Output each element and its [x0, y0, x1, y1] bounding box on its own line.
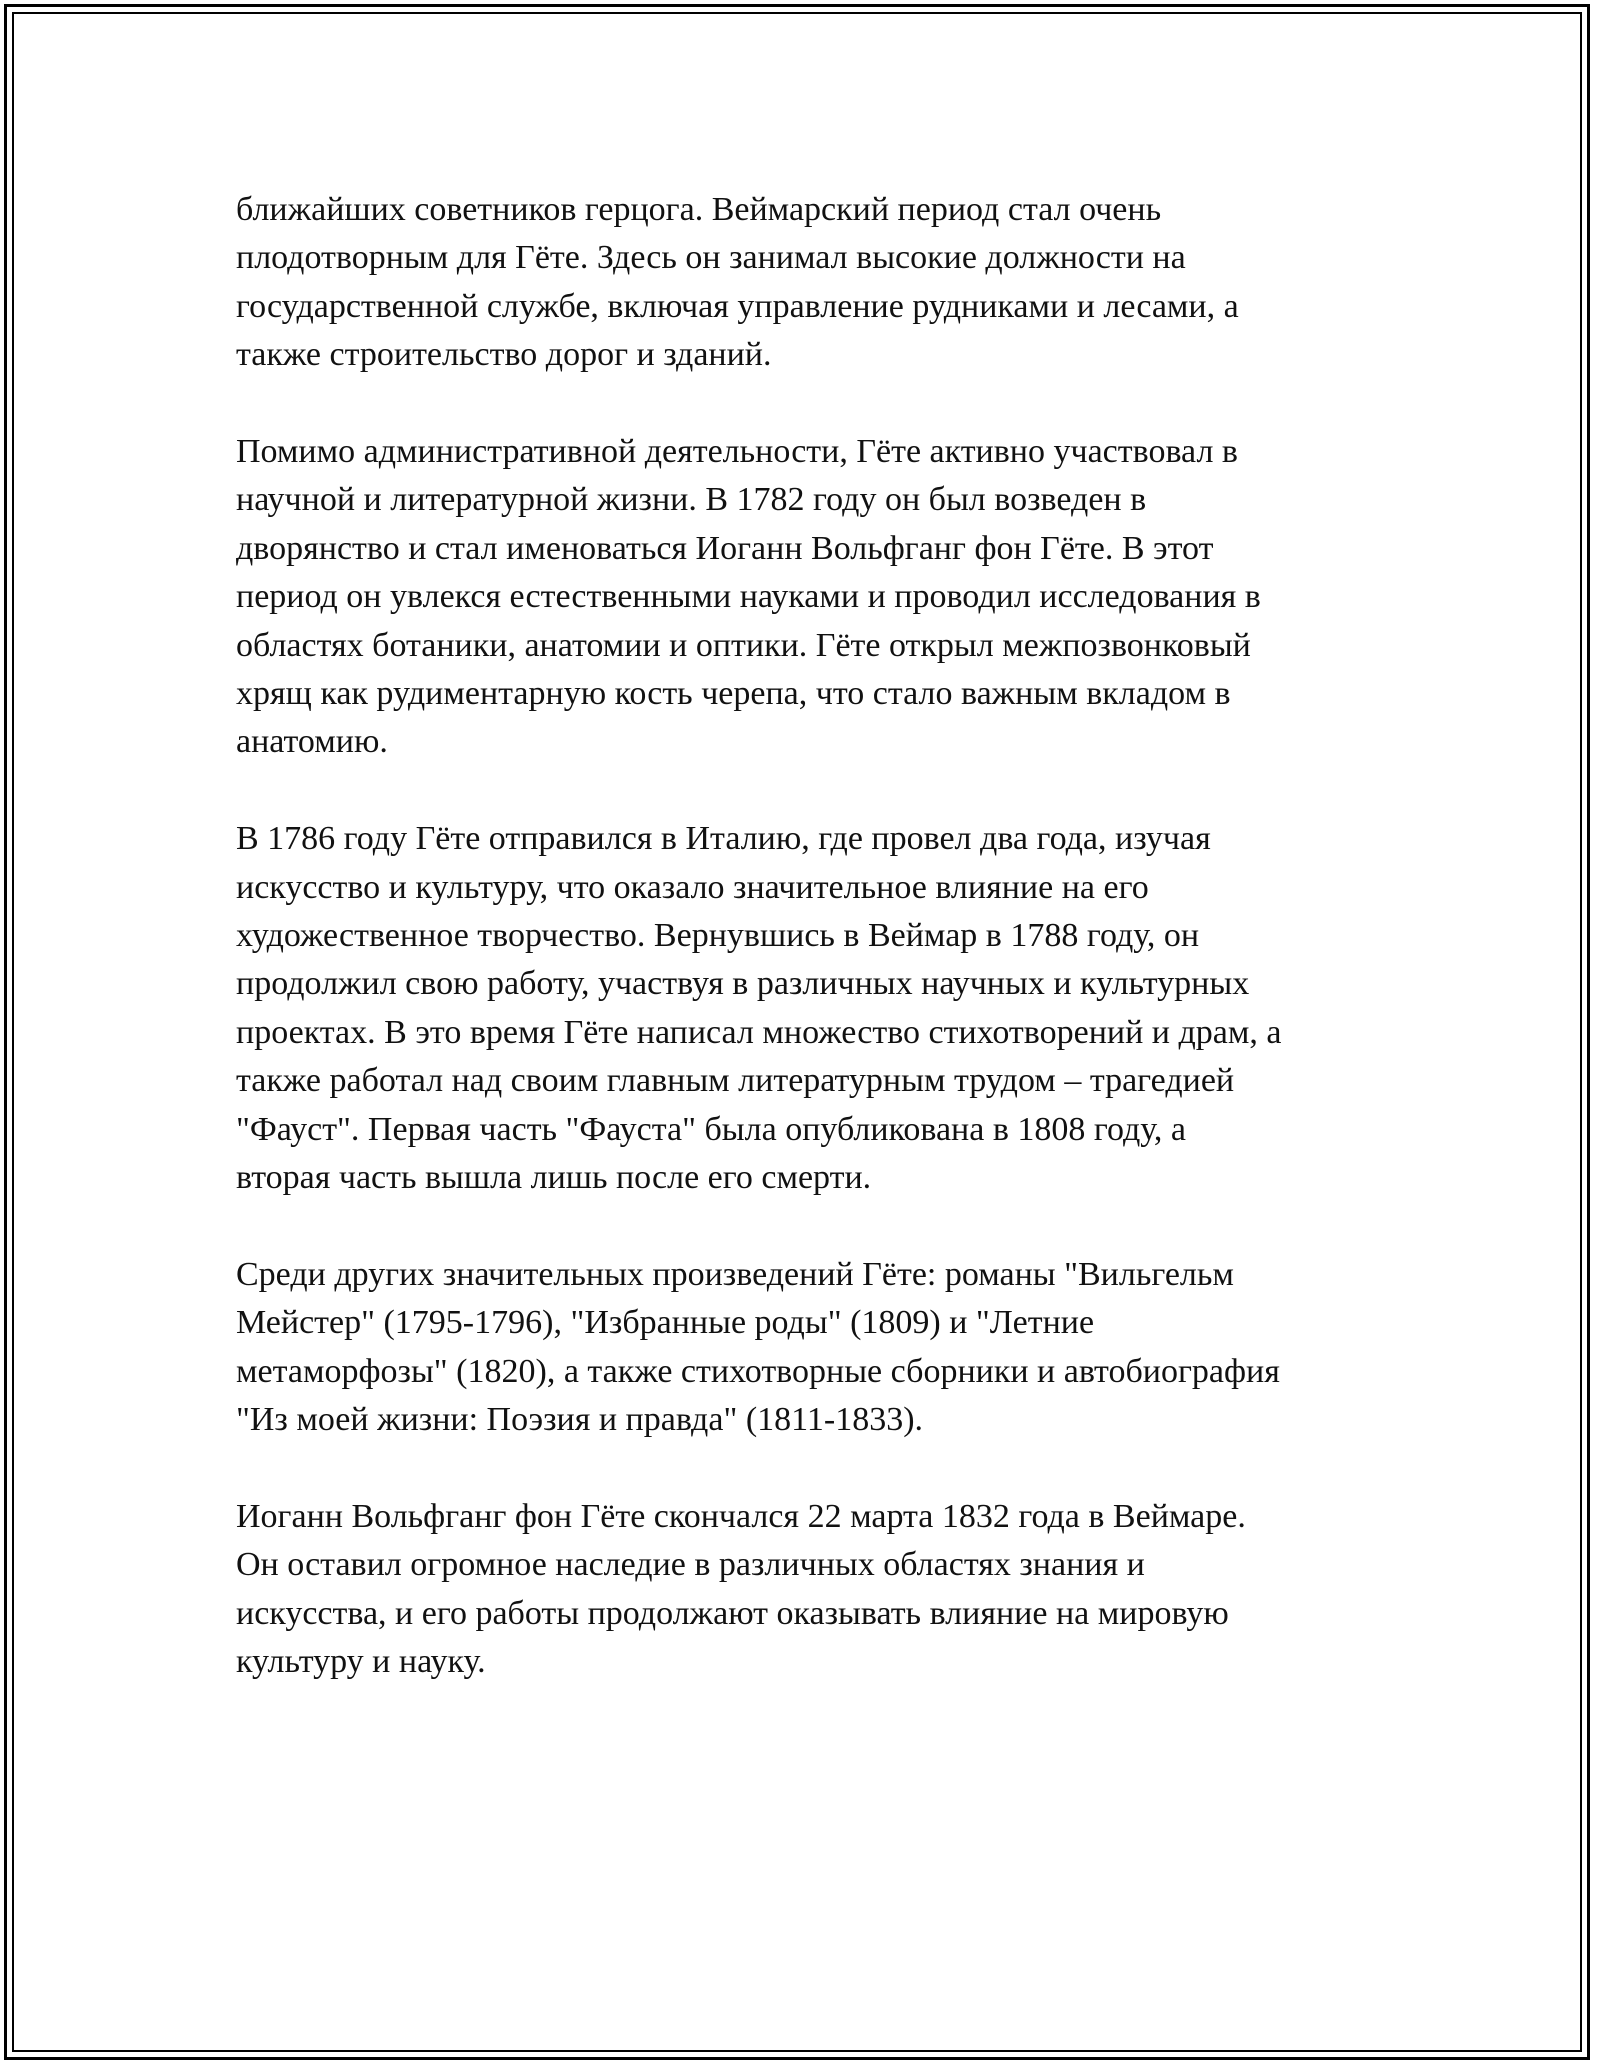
text-line: проектах. В это время Гёте написал множество стихотворений и драм, а [236, 1013, 1282, 1051]
text-line: период он увлекся естественными науками и проводил исследования в [236, 578, 1261, 616]
paragraph-death-legacy [236, 1493, 1396, 1687]
text-line: продолжил свою работу, участвуя в различных научных и культурных [236, 965, 1250, 1003]
text-line: Среди других значительных произведений Гёте: романы "Вильгельм [236, 1255, 1234, 1293]
text-line: также работал над своим главным литературным трудом – трагедией [236, 1062, 1235, 1100]
text-line: культуру и науку. [236, 1643, 486, 1681]
paragraph-other-works [236, 1251, 1396, 1445]
document-body [236, 186, 1396, 1735]
text-line: "Фауст". Первая часть "Фауста" была опубликована в 1808 году, а [236, 1110, 1186, 1148]
text-line: В 1786 году Гёте отправился в Италию, где провел два года, изучая [236, 820, 1211, 858]
text-line: вторая часть вышла лишь после его смерти. [236, 1159, 872, 1197]
text-line: метаморфозы" (1820), а также стихотворные сборники и автобиография [236, 1352, 1280, 1390]
text-line: Помимо административной деятельности, Гёте активно участвовал в [236, 433, 1238, 471]
text-line: Мейстер" (1795-1796), "Избранные роды" (1809) и "Летние [236, 1304, 1095, 1342]
paragraph-weimar-service [236, 186, 1396, 380]
text-line: научной и литературной жизни. В 1782 году он был возведен в [236, 481, 1147, 519]
text-line: ближайших советников герцога. Веймарский период стал очень [236, 191, 1162, 228]
text-line: искусство и культуру, что оказало значительное влияние на его [236, 868, 1149, 906]
text-line: также строительство дорог и зданий. [236, 336, 772, 374]
text-line: Он оставил огромное наследие в различных областях знания и [236, 1546, 1145, 1584]
text-line: Иоганн Вольфганг фон Гёте скончался 22 марта 1832 года в Веймаре. [236, 1497, 1246, 1535]
text-line: дворянство и стал именоваться Иоганн Вольфганг фон Гёте. В этот [236, 529, 1214, 567]
text-line: хрящ как рудиментарную кость черепа, что стало важным вкладом в [236, 675, 1231, 713]
paragraph-science [236, 428, 1396, 767]
text-line: анатомию. [236, 723, 388, 761]
text-line: "Из моей жизни: Поэзия и правда" (1811-1833). [236, 1401, 924, 1439]
text-line: плодотворным для Гёте. Здесь он занимал высокие должности на [236, 239, 1186, 277]
text-line: областях ботаники, анатомии и оптики. Гёте открыл межпозвонковый [236, 626, 1251, 664]
paragraph-italy-faust [236, 815, 1396, 1202]
text-line: искусства, и его работы продолжают оказывать влияние на мировую [236, 1594, 1229, 1632]
text-line: государственной службе, включая управление рудниками и лесами, а [236, 287, 1239, 325]
text-line: художественное творчество. Вернувшись в Веймар в 1788 году, он [236, 917, 1200, 955]
